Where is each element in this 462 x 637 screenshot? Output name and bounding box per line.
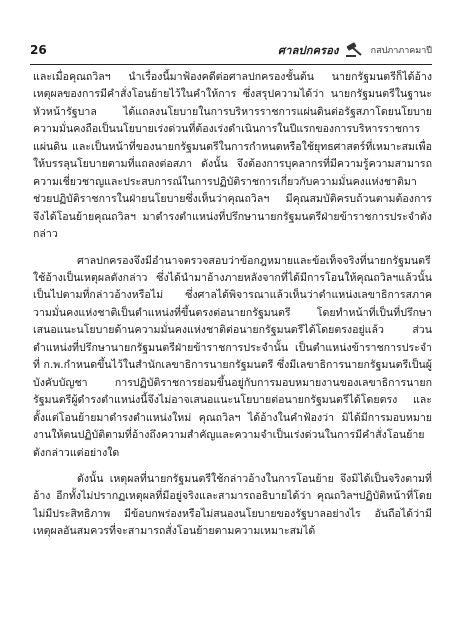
page-header bbox=[30, 40, 432, 60]
paragraph: ดังนั้น เหตุผลที่นายกรัฐมนตรีใช้กล่าวอ้างในการโอนย้าย จึงมิได้เป็นจริงตามที่อ้าง อีกทั้งไม่ปรากฏเหตุผลที่มีอยู่จริงและสามารถอธิบายได้ว่า คุณถวิลฯปฏิบัติหน้าที่โดยไม่มีประสิทธิภาพ มีข้อบกพร่องหรือไม่สนองนโยบายของรัฐบาลอย่างไร อันถือได้ว่ามีเหตุผลอันสมควรที่จะสามารถสั่งโอนย้ายตามความเหมาะสมได้ bbox=[33, 472, 432, 538]
header-rule bbox=[30, 64, 432, 65]
brand-wordmark: ศาลปกครอง bbox=[278, 44, 339, 57]
gavel-icon bbox=[345, 42, 365, 58]
paragraph: ศาลปกครองจึงมีอำนาจตรวจสอบว่าข้อกฎหมายและข้อเท็จจริงที่นายกรัฐมนตรีใช้อ้างเป็นเหตุผลดังกล่าว ซึ่งได้นำมาอ้างภายหลังจากที่ได้มีการโอนให้คุณถวิลฯแล้วนั้น เป็นไปตามที่กล่าวอ้างหรือไม่ ซึ่งศาลได้พิจารณาแล้วเห็นว่าตำแหน่งเลขาธิการสภาความมั่นคงแห่งชาติเป็นตำแหน่งที่ขึ้นตรงต่อนายกรัฐมนตรี โดยทำหน้าที่เป็นที่ปรึกษาเสนอแนะนโยบายด้านความมั่นคงแห่งชาติต่อนายกรัฐมนตรีได้โดยตรงอยู่แล้ว ส่วนตำแหน่งที่ปรึกษานายกรัฐมนตรีฝ่ายข้าราชการประจำนั้น เป็นตำแหน่งข้าราชการประจำที่ ก.พ.กำหนดขึ้นไว้ในสำนักเลขาธิการนายกรัฐมนตรี ซึ่งมีเลขาธิการนายกรัฐมนตรีเป็นผู้บังคับบัญชา การปฏิบัติราชการย่อมขึ้นอยู่กับการมอบหมายงานของเลขาธิการนายกรัฐมนตรีผู้ดำรงตำแหน่งนี้จึงไม่อาจเสนอแนะนโยบายต่อนายกรัฐมนตรีได้โดยตรง และตั้งแต่โอนย้ายมาดำรงตำแหน่งใหม่ คุณถวิลฯ ได้อ้างในคำฟ้องว่า มิได้มีการมอบหมายงานให้ตนปฏิบัติตามที่อ้างถึงความสำคัญและความจำเป็นเร่งด่วนในการมีคำสั่งโอนย้ายดังกล่าวแต่อย่างใด bbox=[33, 254, 432, 459]
running-head-subtitle: กสปภาภาคมาปี bbox=[370, 46, 432, 56]
running-head bbox=[278, 41, 432, 59]
paragraph: และเมื่อคุณถวิลฯ นำเรื่องนี้มาฟ้องคดีต่อศาลปกครองชั้นต้น นายกรัฐมนตรีก็ได้อ้างเหตุผลของการมีคำสั่งโอนย้ายไว้ในคำให้การ ซึ่งสรุปความได้ว่า นายกรัฐมนตรีในฐานะหัวหน้ารัฐบาล ได้แถลงนโยบายในการบริหารราชการแผ่นดินต่อรัฐสภาโดยนโยบายความมั่นคงถือเป็นนโยบายเร่งด่วนที่ต้องเร่งดำเนินการในปีแรกของการบริหารราชการแผ่นดิน และเป็นหน้าที่ของนายกรัฐมนตรีในการกำหนดหรือใช้ยุทธศาสตร์ที่เหมาะสมเพื่อให้บรรลุนโยบายตามที่แถลงต่อสภา ดังนั้น จึงต้องการบุคลากรที่มีความรู้ความสามารถ ความเชี่ยวชาญและประสบการณ์ในการปฏิบัติราชการเกี่ยวกับความมั่นคงแห่งชาติมาช่วยปฏิบัติราชการในฝ่ายนโยบายซึ่งเห็นว่าคุณถวิลฯ มีคุณสมบัติครบถ้วนตามต้องการ จึงได้โอนย้ายคุณถวิลฯ มาดำรงตำแหน่งที่ปรึกษานายกรัฐมนตรีฝ่ายข้าราชการประจำดังกล่าว bbox=[33, 71, 432, 241]
body-text bbox=[33, 69, 432, 619]
page-number: 26 bbox=[30, 43, 47, 57]
